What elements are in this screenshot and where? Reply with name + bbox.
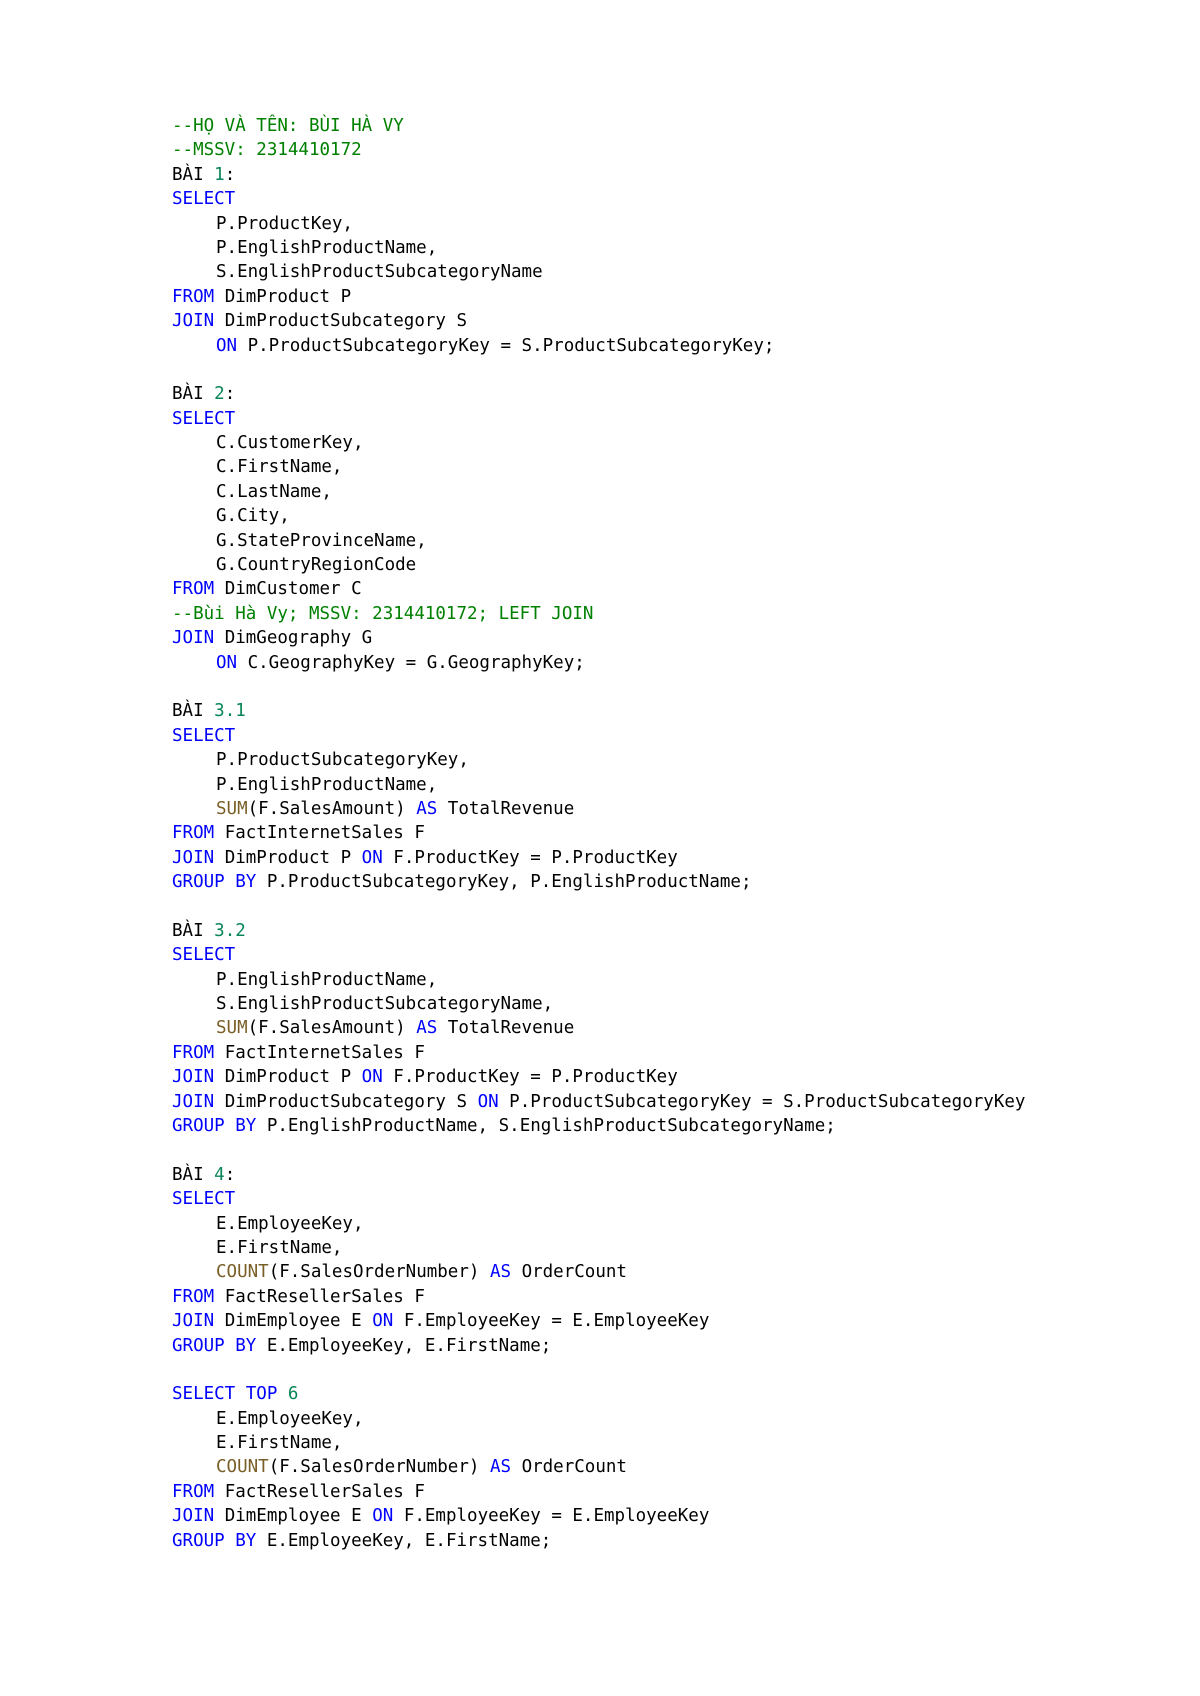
code-line [172, 1285, 1172, 1309]
code-line [172, 821, 1172, 845]
sql-keyword: AS [416, 798, 438, 819]
sql-text: DimEmployee E [214, 1311, 373, 1332]
sql-number: 3.2 [214, 920, 246, 941]
code-line [172, 943, 1172, 967]
sql-text: P.ProductSubcategoryKey = S.ProductSubcategoryKey; [237, 335, 775, 356]
sql-keyword: FROM [172, 1481, 215, 1502]
sql-text: C.CustomerKey, [216, 433, 364, 454]
code-line [172, 138, 1172, 162]
sql-comment: --MSSV: 2314410172 [172, 140, 362, 161]
sql-text: F.EmployeeKey = E.EmployeeKey [393, 1506, 710, 1527]
sql-text: P.ProductSubcategoryKey, P.EnglishProductName; [256, 872, 752, 893]
sql-text: TotalRevenue [437, 1018, 575, 1039]
sql-comment: --Bùi Hà Vy; MSSV: 2314410172; LEFT JOIN [172, 603, 594, 624]
sql-text: DimProduct P [214, 286, 352, 307]
code-line [172, 1041, 1172, 1065]
sql-text: F.ProductKey = P.ProductKey [382, 1067, 678, 1088]
code-line [172, 455, 1172, 479]
code-line [172, 1260, 1172, 1284]
sql-text: E.FirstName, [216, 1433, 343, 1454]
sql-text: BÀI [172, 384, 215, 405]
sql-keyword: AS [416, 1018, 438, 1039]
code-line [172, 1504, 1172, 1528]
code-line [172, 334, 1172, 358]
code-line [172, 1016, 1172, 1040]
sql-code-block [172, 114, 1172, 1553]
code-line [172, 1212, 1172, 1236]
code-line [172, 992, 1172, 1016]
sql-keyword: JOIN [172, 1506, 215, 1527]
code-line [172, 968, 1172, 992]
code-line [172, 1090, 1172, 1114]
sql-keyword: SELECT [172, 408, 236, 429]
sql-text: C.GeographyKey = G.GeographyKey; [237, 652, 585, 673]
code-line [172, 407, 1172, 431]
sql-text: BÀI [172, 164, 215, 185]
sql-keyword: AS [489, 1457, 512, 1478]
sql-text: DimCustomer C [214, 579, 362, 600]
code-line [172, 187, 1172, 211]
sql-text: P.ProductSubcategoryKey = S.ProductSubcategoryKey [498, 1091, 1026, 1112]
sql-keyword: SELECT TOP [172, 1384, 278, 1405]
sql-keyword: FROM [172, 1042, 215, 1063]
sql-keyword: GROUP BY [172, 1530, 257, 1551]
code-line [172, 919, 1172, 943]
sql-text: FactResellerSales F [214, 1481, 425, 1502]
sql-text: FactInternetSales F [214, 1042, 425, 1063]
sql-keyword: FROM [172, 579, 215, 600]
sql-keyword: JOIN [172, 1091, 215, 1112]
sql-keyword: JOIN [172, 628, 215, 649]
code-line [172, 602, 1172, 626]
code-line [172, 1529, 1172, 1553]
code-line [172, 431, 1172, 455]
code-line [172, 699, 1172, 723]
sql-text: F.ProductKey = P.ProductKey [382, 847, 678, 868]
code-line [172, 1334, 1172, 1358]
sql-text: P.EnglishProductName, [216, 969, 438, 990]
blank-line [172, 358, 1172, 382]
code-line [172, 870, 1172, 894]
code-line [172, 504, 1172, 528]
blank-line [172, 675, 1172, 699]
sql-number: 2 [214, 384, 225, 405]
code-line [172, 163, 1172, 187]
code-line [172, 1382, 1172, 1406]
sql-keyword: FROM [172, 286, 215, 307]
sql-text: G.CountryRegionCode [216, 555, 417, 576]
sql-text: OrderCount [511, 1262, 627, 1283]
sql-text: P.ProductKey, [216, 213, 353, 234]
code-line [172, 773, 1172, 797]
sql-text: DimEmployee E [214, 1506, 373, 1527]
sql-text: DimGeography G [214, 628, 373, 649]
code-line [172, 626, 1172, 650]
sql-function: COUNT [216, 1262, 269, 1283]
code-line [172, 1431, 1172, 1455]
sql-keyword: ON [216, 652, 238, 673]
sql-keyword: ON [361, 1067, 383, 1088]
sql-function: SUM [216, 798, 248, 819]
sql-text: G.City, [216, 506, 290, 527]
sql-text: E.EmployeeKey, E.FirstName; [256, 1530, 552, 1551]
sql-text: C.FirstName, [216, 457, 343, 478]
sql-keyword: GROUP BY [172, 1335, 257, 1356]
sql-keyword: JOIN [172, 1067, 215, 1088]
sql-keyword: FROM [172, 1286, 215, 1307]
sql-keyword: ON [361, 847, 383, 868]
sql-text [277, 1384, 288, 1404]
sql-text: (F.SalesOrderNumber) [268, 1262, 490, 1283]
sql-keyword: SELECT [172, 189, 236, 210]
sql-keyword: JOIN [172, 847, 215, 868]
code-line [172, 382, 1172, 406]
sql-text: E.EmployeeKey, [216, 1213, 364, 1234]
code-line [172, 1163, 1172, 1187]
sql-keyword: SELECT [172, 725, 236, 746]
sql-number: 3.1 [214, 701, 246, 722]
code-line [172, 236, 1172, 260]
code-line [172, 1407, 1172, 1431]
code-line [172, 309, 1172, 333]
sql-keyword: JOIN [172, 1311, 215, 1332]
code-line [172, 724, 1172, 748]
sql-text: : [224, 1164, 236, 1185]
sql-text: TotalRevenue [437, 798, 575, 819]
code-line [172, 260, 1172, 284]
sql-text: P.EnglishProductName, S.EnglishProductSubcategoryName; [256, 1116, 836, 1137]
code-line [172, 1480, 1172, 1504]
sql-text: (F.SalesAmount) [247, 1018, 417, 1039]
sql-keyword: FROM [172, 823, 215, 844]
sql-number: 4 [214, 1164, 225, 1185]
blank-line [172, 1358, 1172, 1382]
blank-line [172, 895, 1172, 919]
sql-text: FactInternetSales F [214, 823, 425, 844]
sql-text: (F.SalesOrderNumber) [268, 1457, 490, 1478]
code-line [172, 480, 1172, 504]
sql-text: DimProductSubcategory S [214, 311, 468, 332]
code-line [172, 1309, 1172, 1333]
sql-keyword: ON [216, 335, 238, 356]
sql-text: C.LastName, [216, 481, 332, 502]
code-line [172, 651, 1172, 675]
sql-text: E.EmployeeKey, E.FirstName; [256, 1335, 552, 1356]
code-line [172, 1114, 1172, 1138]
sql-text: G.StateProvinceName, [216, 530, 427, 551]
document-page [172, 114, 1172, 1553]
sql-keyword: ON [372, 1311, 394, 1332]
sql-text: : [224, 384, 236, 405]
sql-comment: --HỌ VÀ TÊN: BÙI HÀ VY [172, 116, 404, 136]
sql-keyword: GROUP BY [172, 872, 257, 893]
sql-text: DimProduct P [214, 847, 362, 868]
code-line [172, 748, 1172, 772]
sql-text: DimProductSubcategory S [214, 1091, 478, 1112]
sql-number: 1 [214, 164, 225, 185]
sql-function: COUNT [216, 1457, 269, 1478]
code-line [172, 285, 1172, 309]
sql-function: SUM [216, 1018, 248, 1039]
sql-text: (F.SalesAmount) [247, 798, 417, 819]
sql-text: S.EnglishProductSubcategoryName, [216, 994, 554, 1015]
sql-text: P.EnglishProductName, [216, 237, 438, 258]
code-line [172, 1236, 1172, 1260]
code-line [172, 797, 1172, 821]
sql-number: 6 [287, 1384, 299, 1405]
sql-keyword: SELECT [172, 1189, 236, 1210]
blank-line [172, 1138, 1172, 1162]
code-line [172, 846, 1172, 870]
sql-keyword: SELECT [172, 945, 236, 966]
sql-text: BÀI [172, 920, 215, 941]
code-line [172, 1187, 1172, 1211]
sql-text: P.EnglishProductName, [216, 774, 438, 795]
sql-text: BÀI [172, 701, 215, 722]
code-line [172, 114, 1172, 138]
sql-text: : [224, 164, 236, 185]
code-line [172, 212, 1172, 236]
sql-text: P.ProductSubcategoryKey, [216, 750, 469, 771]
sql-keyword: ON [477, 1091, 499, 1112]
code-line [172, 1065, 1172, 1089]
sql-text: F.EmployeeKey = E.EmployeeKey [393, 1311, 710, 1332]
code-line [172, 577, 1172, 601]
code-line [172, 529, 1172, 553]
sql-keyword: GROUP BY [172, 1116, 257, 1137]
sql-text: OrderCount [511, 1457, 627, 1478]
sql-text: DimProduct P [214, 1067, 362, 1088]
sql-keyword: AS [489, 1262, 512, 1283]
sql-keyword: JOIN [172, 311, 215, 332]
sql-keyword: ON [372, 1506, 394, 1527]
code-line [172, 1455, 1172, 1479]
sql-text: E.FirstName, [216, 1237, 343, 1258]
sql-text: E.EmployeeKey, [216, 1408, 364, 1429]
code-line [172, 553, 1172, 577]
sql-text: S.EnglishProductSubcategoryName [216, 262, 543, 283]
sql-text: BÀI [172, 1164, 215, 1185]
sql-text: FactResellerSales F [214, 1286, 425, 1307]
